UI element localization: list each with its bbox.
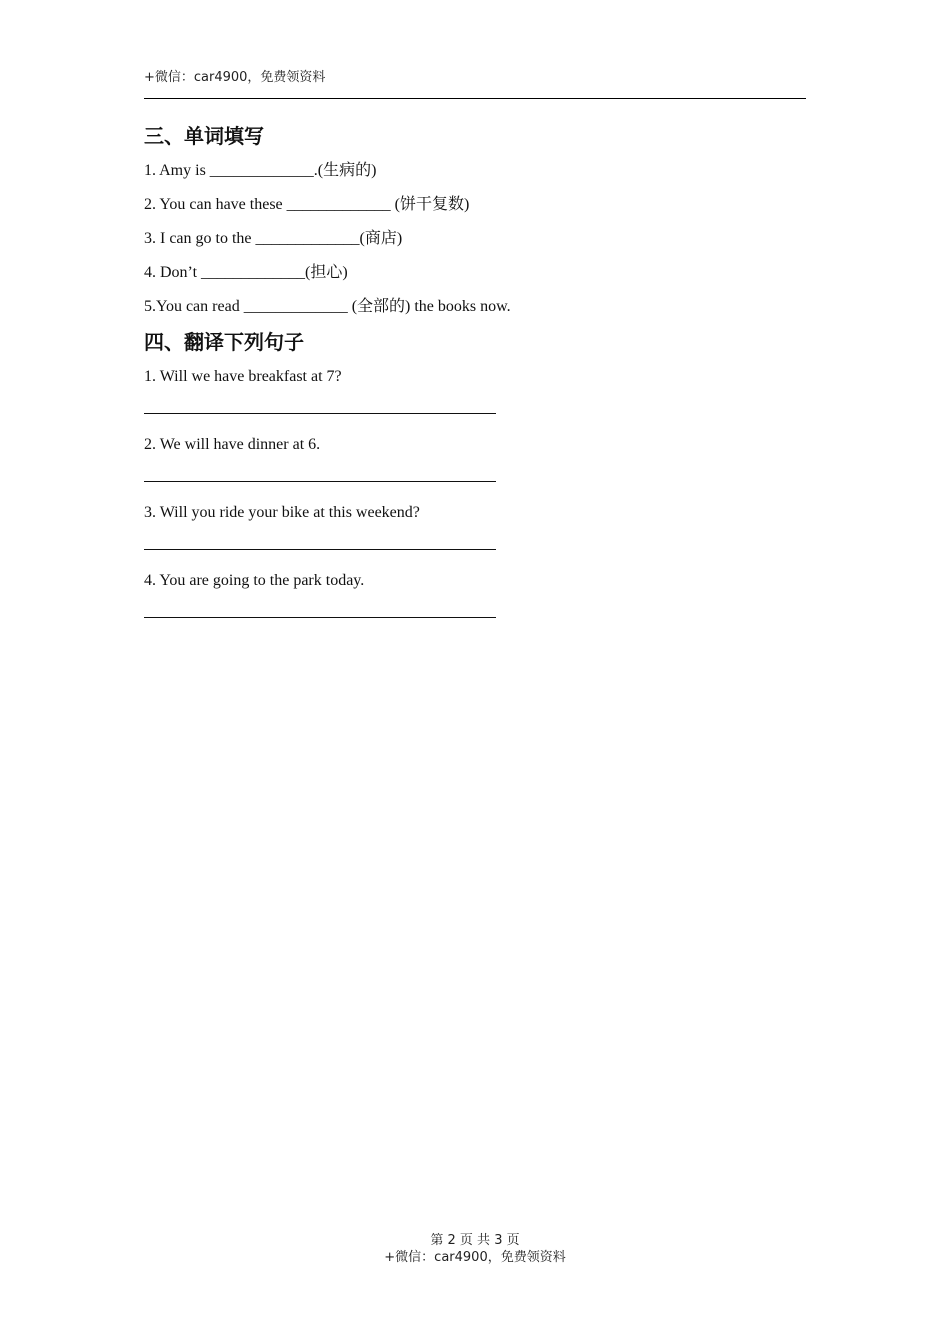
translate-item-2: 2. We will have dinner at 6. bbox=[144, 436, 321, 453]
translate-item-4: 4. You are going to the park today. bbox=[144, 572, 365, 589]
answer-line-3 bbox=[144, 530, 806, 564]
fill-blank-item-1: 1. Amy is _____________.(生病的) bbox=[144, 162, 377, 179]
answer-line-4 bbox=[144, 598, 806, 632]
section-3-title: 三、单词填写 bbox=[144, 124, 264, 148]
fill-blank-item-3: 3. I can go to the _____________(商店) bbox=[144, 230, 403, 247]
document-body bbox=[144, 118, 806, 632]
answer-underline bbox=[144, 481, 496, 482]
page-number: 第 2 页 共 3 页 bbox=[430, 1233, 520, 1248]
translate-item-3: 3. Will you ride your bike at this weekend? bbox=[144, 504, 420, 521]
answer-line-2 bbox=[144, 462, 806, 496]
header-watermark-note: +微信：car4900，免费领资料 bbox=[144, 70, 326, 85]
fill-blank-item-4: 4. Don’t _____________(担心) bbox=[144, 264, 348, 281]
footer-watermark-note: +微信：car4900，免费领资料 bbox=[384, 1250, 566, 1265]
answer-line-1 bbox=[144, 394, 806, 428]
header-divider bbox=[144, 98, 806, 99]
answer-underline bbox=[144, 617, 496, 618]
section-4-title: 四、翻译下列句子 bbox=[144, 330, 304, 354]
translate-item-1: 1. Will we have breakfast at 7? bbox=[144, 368, 342, 385]
answer-underline bbox=[144, 413, 496, 414]
fill-blank-item-2: 2. You can have these _____________ (饼干复数) bbox=[144, 196, 470, 213]
fill-blank-item-5: 5.You can read _____________ (全部的) the books now. bbox=[144, 298, 511, 315]
answer-underline bbox=[144, 549, 496, 550]
